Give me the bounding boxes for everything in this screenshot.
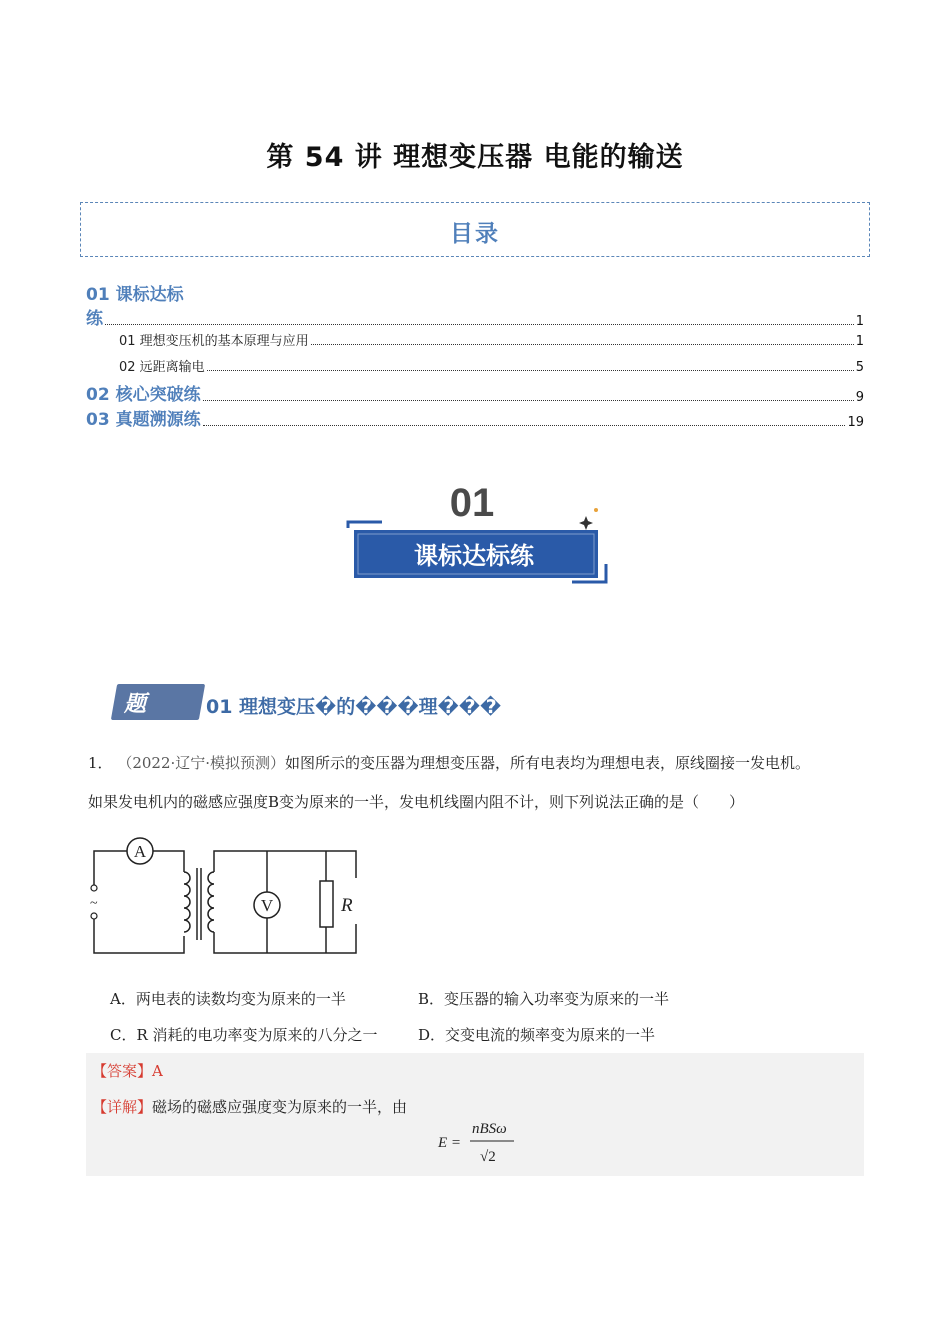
emf-formula bbox=[436, 1115, 526, 1167]
option-text: 变压器的输入功率变为原来的一半 bbox=[444, 990, 670, 1008]
option-key: A． bbox=[110, 990, 136, 1008]
answer-tag: 【答案】 bbox=[92, 1062, 153, 1080]
toc-entry-label: 01 理想变压机的基本原理与应用 bbox=[119, 334, 309, 349]
circuit-diagram bbox=[86, 836, 361, 964]
page-title: 第 54 讲 理想变压器 电能的输送 bbox=[266, 142, 684, 173]
toc-heading-box bbox=[80, 202, 870, 257]
answer-line bbox=[92, 1060, 163, 1081]
toc-entry-1-line1[interactable]: 01 课标达标 bbox=[86, 285, 184, 305]
answer-value: A bbox=[152, 1062, 163, 1080]
question-line-2: 如果发电机内的磁感应强度B变为原来的一半，发电机线圈内阻不计，则下列说法正确的是（ ） bbox=[88, 793, 745, 811]
detail-text: 磁场的磁感应强度变为原来的一半，由 bbox=[152, 1098, 408, 1116]
ammeter-label: A bbox=[133, 842, 147, 861]
toc-entry-5[interactable] bbox=[86, 405, 864, 430]
toc-entry-1[interactable] bbox=[86, 304, 864, 329]
option-d[interactable] bbox=[418, 1024, 655, 1045]
formula-denominator: √2 bbox=[480, 1149, 496, 1165]
toc-entry-2[interactable] bbox=[86, 330, 864, 349]
toc-page-number: 9 bbox=[855, 390, 864, 405]
question-type-badge-text: 题型 bbox=[124, 692, 151, 748]
ammeter-icon bbox=[127, 838, 153, 864]
toc-heading: 目录 bbox=[450, 221, 500, 247]
toc-entry-1-line2: 练 bbox=[86, 309, 103, 329]
option-key: C． bbox=[110, 1026, 137, 1044]
ac-source-icon bbox=[90, 885, 98, 919]
toc-entry-label: 03 真题溯源练 bbox=[86, 410, 201, 430]
detail-line bbox=[92, 1096, 407, 1117]
formula-numerator: nBSω bbox=[472, 1121, 507, 1137]
option-c[interactable] bbox=[110, 1024, 378, 1045]
toc-entry-label: 02 核心突破练 bbox=[86, 385, 201, 405]
question-source: （2022·辽宁·模拟预测） bbox=[117, 754, 286, 772]
option-key: D． bbox=[418, 1026, 446, 1044]
toc-entry-3[interactable] bbox=[86, 356, 864, 375]
detail-tag: 【详解】 bbox=[92, 1098, 153, 1116]
toc-leader bbox=[203, 400, 854, 401]
option-text: R 消耗的电功率变为原来的八分之一 bbox=[136, 1026, 378, 1044]
section-number: 01 bbox=[449, 481, 495, 525]
toc-page-number: 1 bbox=[855, 334, 864, 349]
question-number: 1． bbox=[88, 754, 113, 772]
toc-leader bbox=[105, 324, 854, 325]
resistor-label: R bbox=[341, 895, 353, 916]
option-text: 交变电流的频率变为原来的一半 bbox=[445, 1026, 656, 1044]
toc-leader bbox=[203, 425, 846, 426]
option-key: B． bbox=[418, 990, 445, 1008]
option-a[interactable] bbox=[110, 988, 346, 1009]
voltmeter-label: V bbox=[260, 896, 274, 915]
section-banner bbox=[342, 480, 612, 590]
ac-source-label: ~ bbox=[90, 896, 98, 911]
sparkle-icon bbox=[579, 508, 598, 530]
toc-entry-4[interactable] bbox=[86, 380, 864, 405]
answer-box bbox=[86, 1053, 864, 1176]
question-line-1 bbox=[88, 752, 810, 773]
question-type-title: 01 理想变压�的���理��� bbox=[206, 696, 502, 718]
option-text: 两电表的读数均变为原来的一半 bbox=[135, 990, 346, 1008]
toc-entry-label: 02 远距离输电 bbox=[119, 360, 205, 375]
toc-leader bbox=[311, 344, 854, 345]
voltmeter-icon bbox=[254, 892, 280, 918]
toc-page-number: 5 bbox=[855, 360, 864, 375]
formula-lhs: E = bbox=[438, 1135, 462, 1151]
toc-leader bbox=[207, 370, 854, 371]
option-b[interactable] bbox=[418, 988, 669, 1009]
question-text-1: 如图所示的变压器为理想变压器，所有电表均为理想电表，原线圈接一发电机。 bbox=[285, 754, 811, 772]
section-label: 课标达标练 bbox=[414, 542, 534, 570]
toc-page-number: 1 bbox=[855, 314, 864, 329]
toc-page-number: 19 bbox=[847, 415, 864, 430]
